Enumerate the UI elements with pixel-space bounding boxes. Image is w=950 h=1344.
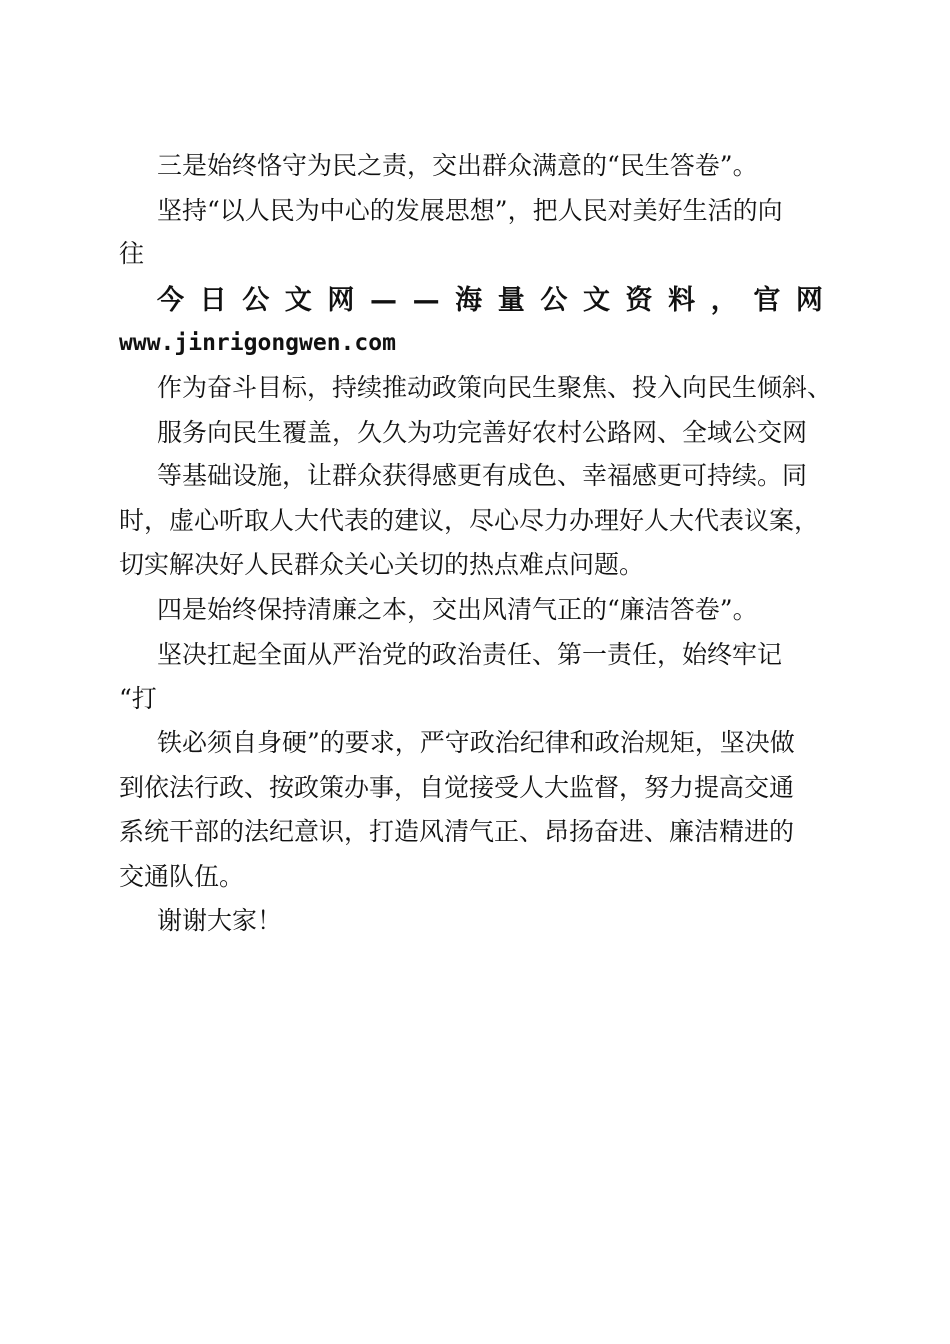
banner-char: 量 bbox=[497, 285, 525, 316]
banner-char: 网 bbox=[795, 285, 823, 316]
banner-char: ， bbox=[710, 285, 738, 316]
watermark-banner bbox=[157, 284, 823, 318]
paragraph-line: 时，虚心听取人大代表的建议，尽心尽力办理好人大代表议案， bbox=[119, 506, 820, 535]
banner-char: — bbox=[412, 285, 440, 316]
paragraph-line: 交通队伍。 bbox=[119, 862, 245, 891]
paragraph-line: 等基础设施，让群众获得感更有成色、幸福感更可持续。同 bbox=[157, 461, 808, 490]
paragraph-line: 服务向民生覆盖，久久为功完善好农村公路网、全域公交网 bbox=[157, 418, 808, 447]
banner-char: 文 bbox=[284, 285, 312, 316]
banner-char: 海 bbox=[455, 285, 483, 316]
banner-char: 网 bbox=[327, 285, 355, 316]
watermark-url: www.jinrigongwen.com bbox=[119, 330, 396, 356]
banner-char: 资 bbox=[625, 285, 653, 316]
paragraph-line: 切实解决好人民群众关心关切的热点难点问题。 bbox=[119, 550, 645, 579]
banner-char: 料 bbox=[668, 285, 696, 316]
paragraph-line: “打 bbox=[119, 684, 157, 713]
banner-char: 文 bbox=[582, 285, 610, 316]
closing-line: 谢谢大家！ bbox=[157, 906, 283, 935]
paragraph-line: 到依法行政、按政策办事，自觉接受人大监督，努力提高交通 bbox=[119, 773, 795, 802]
banner-char: 公 bbox=[242, 285, 270, 316]
paragraph-line: 系统干部的法纪意识，打造风清气正、昂扬奋进、廉洁精进的 bbox=[119, 817, 795, 846]
paragraph-line: 坚决扛起全面从严治党的政治责任、第一责任，始终牢记 bbox=[157, 640, 783, 669]
banner-char: — bbox=[369, 285, 397, 316]
banner-char: 公 bbox=[540, 285, 568, 316]
paragraph-line: 坚持“以人民为中心的发展思想”，把人民对美好生活的向 bbox=[157, 196, 783, 225]
banner-char: 官 bbox=[753, 285, 781, 316]
banner-char: 今 bbox=[157, 285, 184, 316]
paragraph-line-heading-3: 三是始终恪守为民之责，交出群众满意的“民生答卷”。 bbox=[157, 151, 758, 180]
paragraph-line: 往 bbox=[119, 239, 145, 268]
banner-char: 日 bbox=[199, 285, 227, 316]
paragraph-line: 铁必须自身硬”的要求，严守政治纪律和政治规矩，坚决做 bbox=[157, 728, 795, 757]
paragraph-line-heading-4: 四是始终保持清廉之本，交出风清气正的“廉洁答卷”。 bbox=[157, 595, 758, 624]
paragraph-line: 作为奋斗目标，持续推动政策向民生聚焦、投入向民生倾斜、 bbox=[157, 373, 833, 402]
